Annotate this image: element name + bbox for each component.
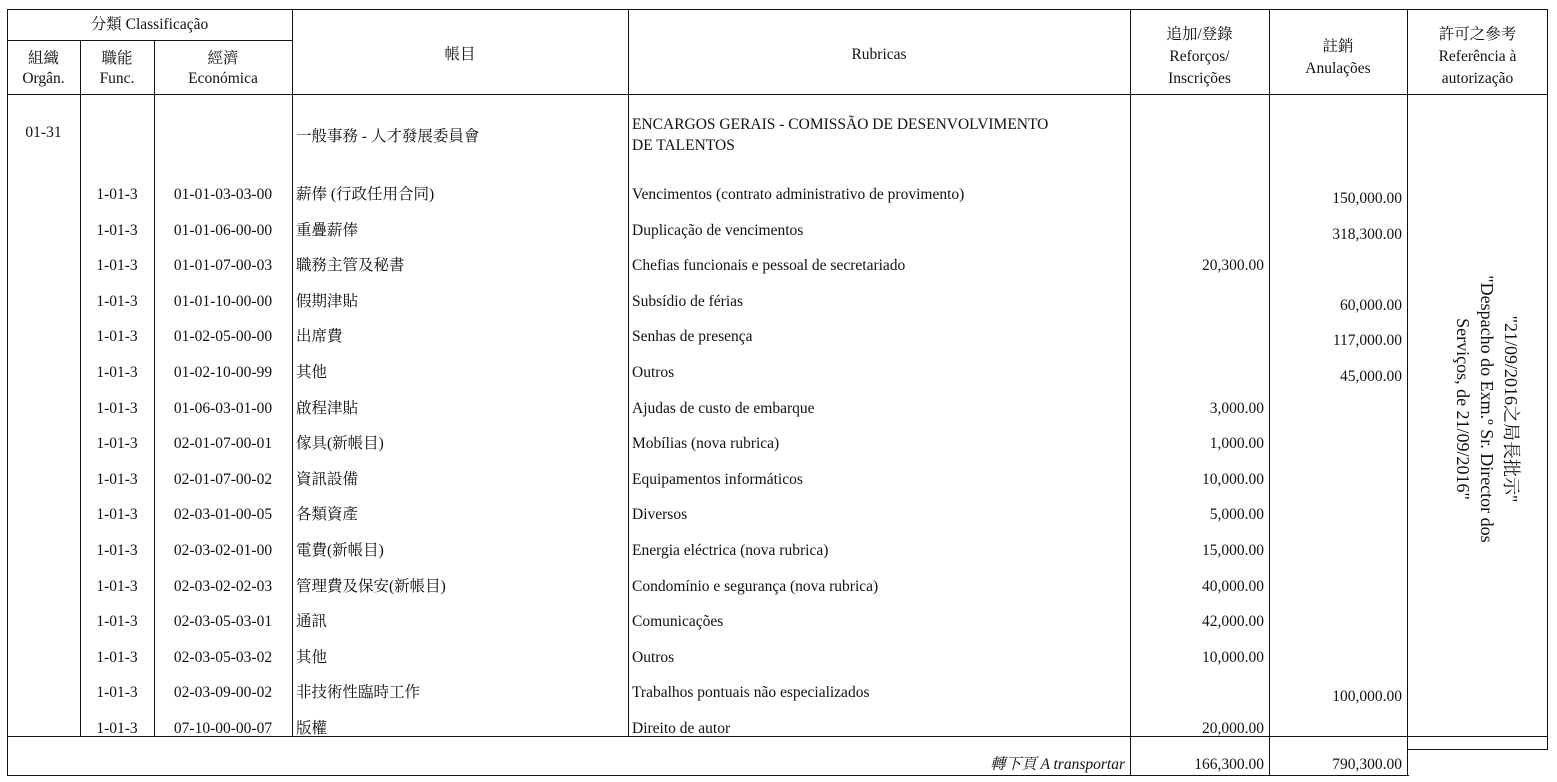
- row-anulacao: 318,300.00: [1332, 226, 1402, 243]
- row-func: 1-01-3: [96, 506, 138, 523]
- row-pt: Duplicação de vencimentos: [632, 222, 804, 239]
- authorization-line-1: "21/09/2016之局長批示": [1501, 315, 1521, 503]
- ref-bottom-line: [1407, 749, 1548, 750]
- header-anulacoes-pt: Anulações: [1305, 60, 1371, 77]
- row-econ: 02-01-07-00-01: [173, 435, 273, 452]
- authorization-line-2: "Despacho do Exm.º Sr. Director dos: [1477, 275, 1497, 543]
- footer-total-anulacoes: 790,300.00: [1332, 756, 1402, 773]
- row-zh: 傢具(新帳目): [296, 435, 384, 452]
- row-pt: Vencimentos (contrato administrativo de provimento): [632, 186, 965, 203]
- row-pt: Mobílias (nova rubrica): [632, 435, 780, 452]
- col-line-anulacoes: [1269, 9, 1270, 776]
- row-pt: Equipamentos informáticos: [632, 471, 803, 488]
- row-zh: 出席費: [296, 328, 343, 345]
- row-anulacao: 117,000.00: [1332, 332, 1402, 349]
- row-econ: 01-01-10-00-00: [173, 293, 273, 310]
- row-pt: Outros: [632, 364, 675, 381]
- row-pt: Trabalhos pontuais não especializados: [632, 684, 870, 701]
- table-border-top: [7, 9, 1548, 10]
- footer-transport-label: 轉下頁 A transportar: [990, 756, 1125, 773]
- row-pt: Outros: [632, 649, 675, 666]
- row-zh: 假期津貼: [296, 293, 359, 310]
- col-line-pt: [628, 9, 629, 737]
- row-econ: 02-03-02-02-03: [173, 578, 273, 595]
- header-ref-pt1: Referência à: [1438, 48, 1517, 65]
- header-func-pt: Func.: [99, 70, 135, 87]
- row-zh: 職務主管及秘書: [296, 257, 405, 274]
- row-reforco: 40,000.00: [1202, 578, 1264, 595]
- row-econ: 01-02-05-00-00: [173, 328, 273, 345]
- table-border-right: [1547, 9, 1548, 749]
- header-ref-pt2: autorização: [1441, 70, 1514, 87]
- row-reforco: 42,000.00: [1202, 613, 1264, 630]
- header-bottom-line: [7, 94, 1548, 95]
- row-zh: 管理費及保安(新帳目): [296, 578, 446, 595]
- header-organ-pt: Orgân.: [22, 70, 65, 87]
- authorization-line-3: Serviços, de 21/09/2016": [1453, 318, 1473, 500]
- row-pt: Direito de autor: [632, 720, 731, 737]
- header-anulacoes-zh: 註銷: [1322, 38, 1354, 55]
- row-pt: Ajudas de custo de embarque: [632, 400, 815, 417]
- row-anulacao: 60,000.00: [1340, 297, 1402, 314]
- row-econ: 01-02-10-00-99: [173, 364, 273, 381]
- row-func: 1-01-3: [96, 720, 138, 737]
- row-econ: 02-03-05-03-01: [173, 613, 273, 630]
- row-econ: 01-06-03-01-00: [173, 400, 273, 417]
- row-func: 1-01-3: [96, 684, 138, 701]
- row-reforco: 10,000.00: [1202, 471, 1264, 488]
- row-econ: 02-03-02-01-00: [173, 542, 273, 559]
- row-econ: 01-01-03-03-00: [173, 186, 273, 203]
- header-zh-items: 帳目: [444, 46, 476, 63]
- row-pt: Diversos: [632, 506, 688, 523]
- header-func-zh: 職能: [101, 50, 133, 67]
- row-func: 1-01-3: [96, 328, 138, 345]
- row-anulacao: 45,000.00: [1340, 368, 1402, 385]
- table-border-bottom: [7, 775, 1409, 776]
- group-pt-line1: ENCARGOS GERAIS - COMISSÃO DE DESENVOLVIMENTO: [632, 116, 1049, 133]
- row-econ: 02-01-07-00-02: [173, 471, 273, 488]
- row-zh: 薪俸 (行政任用合同): [296, 186, 435, 203]
- row-anulacao: 100,000.00: [1332, 688, 1402, 705]
- budget-table: [7, 9, 1548, 776]
- row-func: 1-01-3: [96, 257, 138, 274]
- row-zh: 版權: [296, 720, 328, 737]
- row-econ: 01-01-07-00-03: [173, 257, 273, 274]
- header-rubricas: Rubricas: [851, 46, 907, 63]
- row-func: 1-01-3: [96, 542, 138, 559]
- row-pt: Condomínio e segurança (nova rubrica): [632, 578, 879, 595]
- row-reforco: 3,000.00: [1209, 400, 1264, 417]
- col-line-zh: [292, 9, 293, 737]
- header-reforcos-pt2: Inscrições: [1168, 70, 1231, 87]
- row-pt: Comunicações: [632, 613, 724, 630]
- header-ref-zh: 許可之參考: [1438, 26, 1517, 43]
- group-organ: 01-31: [25, 124, 62, 141]
- row-pt: Chefias funcionais e pessoal de secretariado: [632, 257, 906, 274]
- row-zh: 非技術性臨時工作: [296, 684, 421, 701]
- row-func: 1-01-3: [96, 578, 138, 595]
- header-reforcos-zh: 追加/登錄: [1166, 26, 1233, 43]
- row-pt: Subsídio de férias: [632, 293, 744, 310]
- row-func: 1-01-3: [96, 364, 138, 381]
- col-line-econ: [154, 40, 155, 737]
- row-func: 1-01-3: [96, 186, 138, 203]
- row-pt: Senhas de presença: [632, 328, 753, 345]
- row-anulacao: 150,000.00: [1332, 190, 1402, 207]
- row-zh: 資訊設備: [296, 471, 359, 488]
- row-zh: 其他: [296, 649, 328, 666]
- col-line-func: [80, 40, 81, 737]
- row-zh: 通訊: [296, 613, 328, 630]
- row-func: 1-01-3: [96, 471, 138, 488]
- header-econ-pt: Económica: [188, 70, 258, 87]
- group-zh: 一般事務 - 人才發展委員會: [296, 128, 480, 145]
- row-econ: 07-10-00-00-07: [173, 720, 273, 737]
- row-func: 1-01-3: [96, 222, 138, 239]
- row-reforco: 1,000.00: [1209, 435, 1264, 452]
- row-zh: 重疊薪俸: [296, 222, 359, 239]
- footer-total-reforcos: 166,300.00: [1194, 756, 1264, 773]
- row-func: 1-01-3: [96, 435, 138, 452]
- row-func: 1-01-3: [96, 293, 138, 310]
- row-reforco: 20,300.00: [1202, 257, 1264, 274]
- row-func: 1-01-3: [96, 613, 138, 630]
- row-zh: 電費(新帳目): [296, 542, 384, 559]
- row-reforco: 20,000.00: [1202, 720, 1264, 737]
- authorization-note: [1427, 229, 1547, 589]
- row-func: 1-01-3: [96, 400, 138, 417]
- header-econ-zh: 經濟: [207, 50, 239, 67]
- row-econ: 02-03-01-00-05: [173, 506, 273, 523]
- row-func: 1-01-3: [96, 649, 138, 666]
- row-econ: 02-03-05-03-02: [173, 649, 273, 666]
- classification-divider: [7, 40, 292, 41]
- row-reforco: 10,000.00: [1202, 649, 1264, 666]
- row-econ: 02-03-09-00-02: [173, 684, 273, 701]
- row-reforco: 15,000.00: [1202, 542, 1264, 559]
- header-classificacao: 分類 Classificação: [90, 16, 209, 33]
- header-reforcos-pt1: Reforços/: [1169, 48, 1230, 65]
- row-zh: 其他: [296, 364, 328, 381]
- row-econ: 01-01-06-00-00: [173, 222, 273, 239]
- row-zh: 各類資產: [296, 506, 359, 523]
- row-reforco: 5,000.00: [1209, 506, 1264, 523]
- header-organ-zh: 組織: [27, 50, 59, 67]
- col-line-ref: [1407, 9, 1408, 776]
- row-pt: Energia eléctrica (nova rubrica): [632, 542, 829, 559]
- group-pt-line2: DE TALENTOS: [632, 137, 735, 154]
- row-zh: 啟程津貼: [296, 400, 359, 417]
